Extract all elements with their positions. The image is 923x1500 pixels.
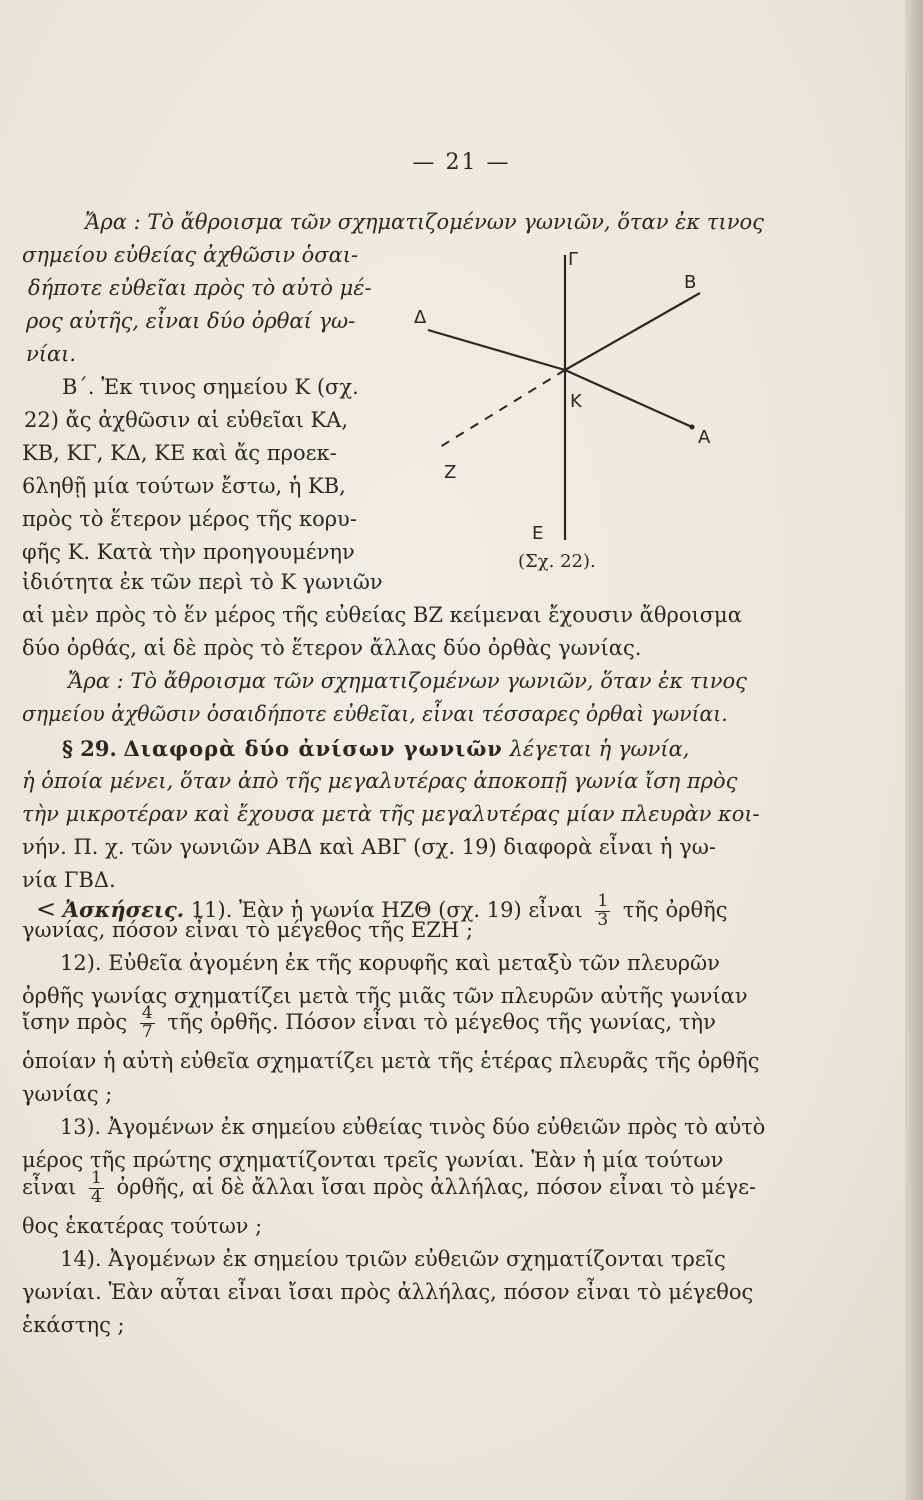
text-line: 6ληθῇ μία τούτων ἔστω, ἡ ΚΒ, <box>22 474 346 498</box>
section-title-rest: λέγεται ἡ γωνία, <box>509 737 690 761</box>
label-K: Κ <box>570 391 582 412</box>
exercise-12-text-b: τῆς ὀρθῆς. Πόσον εἶναι τὸ μέγεθος τῆς γωνίας, τὴν <box>167 1009 716 1034</box>
text-line: σημείου εὐθείας ἀχθῶσιν ὁσαι- <box>22 243 359 267</box>
exercise-11-line2: γωνίας, πόσον εἶναι τὸ μέγεθος τῆς ΕΖΗ ; <box>22 918 474 942</box>
text-line: μέρος τῆς πρώτης σχηματίζονται τρεῖς γωνίαι. Ἐὰν ἡ μία τούτων <box>22 1148 724 1172</box>
fraction-one-third: $\frac{1}{3}$ <box>597 891 609 930</box>
page-number: — 21 — <box>412 150 511 175</box>
exercise-13-text-a: εἶναι <box>22 1174 77 1199</box>
text-line: αἱ μὲν πρὸς τὸ ἕν μέρος τῆς εὐθείας ΒΖ κείμεναι ἔχουσιν ἄθροισμα <box>22 603 742 627</box>
exercise-13-text-b: ὀρθῆς, αἱ δὲ ἄλλαι ἴσαι πρὸς ἀλλήλας, πόσον εἶναι τὸ μέγε- <box>116 1174 757 1199</box>
line-KB <box>565 293 700 370</box>
figure-caption: (Σχ. 22). <box>518 551 596 572</box>
text-line: τὴν μικροτέραν καὶ ἔχουσα μετὰ τῆς μεγαλυτέρας μίαν πλευρὰν κοι- <box>22 802 760 826</box>
section-number: § 29. <box>62 736 117 761</box>
text-line: σημείου ἀχθῶσιν ὁσαιδήποτε εὐθεῖαι, εἶναι τέσσαρες ὀρθαὶ γωνίαι. <box>22 702 728 726</box>
exercise-12-line4: ὁποίαν ἡ αὐτὴ εὐθεῖα σχηματίζει μετὰ τῆς ἑτέρας πλευρᾶς τῆς ὀρθῆς <box>22 1049 760 1073</box>
text-line: νία ΓΒΔ. <box>22 868 116 892</box>
label-B: Β <box>684 272 697 293</box>
text-line: δήποτε εὐθεῖαι πρὸς τὸ αὐτὸ μέ- <box>28 276 372 300</box>
text-line: 13). Ἀγομένων ἐκ σημείου εὐθείας τινὸς δύο εὐθειῶν πρὸς τὸ αὐτὸ <box>60 1115 766 1139</box>
exercise-12-line3 <box>22 1005 716 1042</box>
label-G: Γ <box>568 249 579 270</box>
text-line: γωνίαι. Ἐὰν αὗται εἶναι ἴσαι πρὸς ἀλλήλας, πόσον εἶναι τὸ μέγεθος <box>22 1280 754 1304</box>
exercise-11-text-b: τῆς ὀρθῆς <box>622 897 728 922</box>
text-line: ἰδιότητα ἐκ τῶν περὶ τὸ Κ γωνιῶν <box>22 570 383 594</box>
line-KD <box>428 330 565 370</box>
figure-22 <box>400 235 740 575</box>
text-line: φῆς Κ. Κατὰ τὴν προηγουμένην <box>22 540 355 564</box>
text-line: πρὸς τὸ ἕτερον μέρος τῆς κορυ- <box>22 507 357 531</box>
text-line: ΚΒ, ΚΓ, ΚΔ, ΚΕ καὶ ἄς προεκ- <box>22 441 337 465</box>
text-line: 22) ἄς ἀχθῶσιν αἱ εὐθεῖαι ΚΑ, <box>24 408 349 432</box>
text-line: Ἄρα : Τὸ ἄθροισμα τῶν σχηματιζομένων γωνιῶν, ὅταν ἐκ τινος <box>85 210 764 234</box>
label-E: Ε <box>532 523 544 544</box>
text-line: ρος αὐτῆς, εἶναι δύο ὀρθαί γω- <box>26 309 356 333</box>
label-D: Δ <box>414 307 427 328</box>
fraction-four-sevenths: $\frac{4}{7}$ <box>141 1003 153 1042</box>
text-line: νήν. Π. χ. τῶν γωνιῶν ΑΒΔ καὶ ΑΒΓ (σχ. 19) διαφορὰ εἶναι ἡ γω- <box>22 835 716 859</box>
text-line: θος ἑκατέρας τούτων ; <box>22 1214 263 1238</box>
text-line: 14). Ἀγομένων ἐκ σημείου τριῶν εὐθειῶν σχηματίζονται τρεῖς <box>60 1247 726 1271</box>
exercise-11-line1: < Ἀσκήσεις. 11). Ἐὰν ἡ γωνία ΗΖΘ (σχ. 19) εἶναι $\frac{1}{3}$ τῆς ὀρθῆς <box>36 891 728 930</box>
section-29-line <box>62 738 689 760</box>
exercises-heading: Ἀσκήσεις. <box>62 896 185 922</box>
exercise-13-line3 <box>22 1170 756 1207</box>
exercise-12-text-a: ἴσην πρὸς <box>22 1009 128 1034</box>
line-KA <box>565 370 692 427</box>
exercise-11-text-a: 11). Ἐὰν ἡ γωνία ΗΖΘ (σχ. 19) εἶναι <box>190 897 583 922</box>
fraction-one-quarter: $\frac{1}{4}$ <box>90 1168 102 1207</box>
text-line: ἡ ὁποία μένει, ὅταν ἀπὸ τῆς μεγαλυτέρας ἀποκοπῇ γωνία ἴση πρὸς <box>22 769 738 793</box>
label-Z: Ζ <box>444 462 457 483</box>
text-line: γωνίας ; <box>22 1082 113 1106</box>
text-line: ἑκάστης ; <box>22 1313 125 1337</box>
text-line: νίαι. <box>26 342 77 366</box>
label-A: Α <box>698 427 711 448</box>
text-line: Β΄. Ἐκ τινος σημείου Κ (σχ. <box>62 375 359 399</box>
exercise-12-line2: ὀρθῆς γωνίας σχηματίζει μετὰ τῆς μιᾶς τῶν πλευρῶν αὐτῆς γωνίαν <box>22 984 748 1008</box>
text-line: δύο ὀρθάς, αἱ δὲ πρὸς τὸ ἕτερον ἄλλας δύο ὀρθὰς γωνίας. <box>22 636 642 660</box>
text-line: Ἄρα : Τὸ ἄθροισμα τῶν σχηματιζομένων γωνιῶν, ὅταν ἐκ τινος <box>68 669 747 693</box>
point-A <box>690 425 695 430</box>
section-title: Διαφορὰ δύο ἀνίσων γωνιῶν <box>123 736 503 761</box>
line-KZ-extension <box>440 370 565 447</box>
page-edge-shadow <box>905 0 923 1500</box>
exercise-12-line1: 12). Εὐθεῖα ἀγομένη ἐκ τῆς κορυφῆς καὶ μεταξὺ τῶν πλευρῶν <box>60 951 720 975</box>
